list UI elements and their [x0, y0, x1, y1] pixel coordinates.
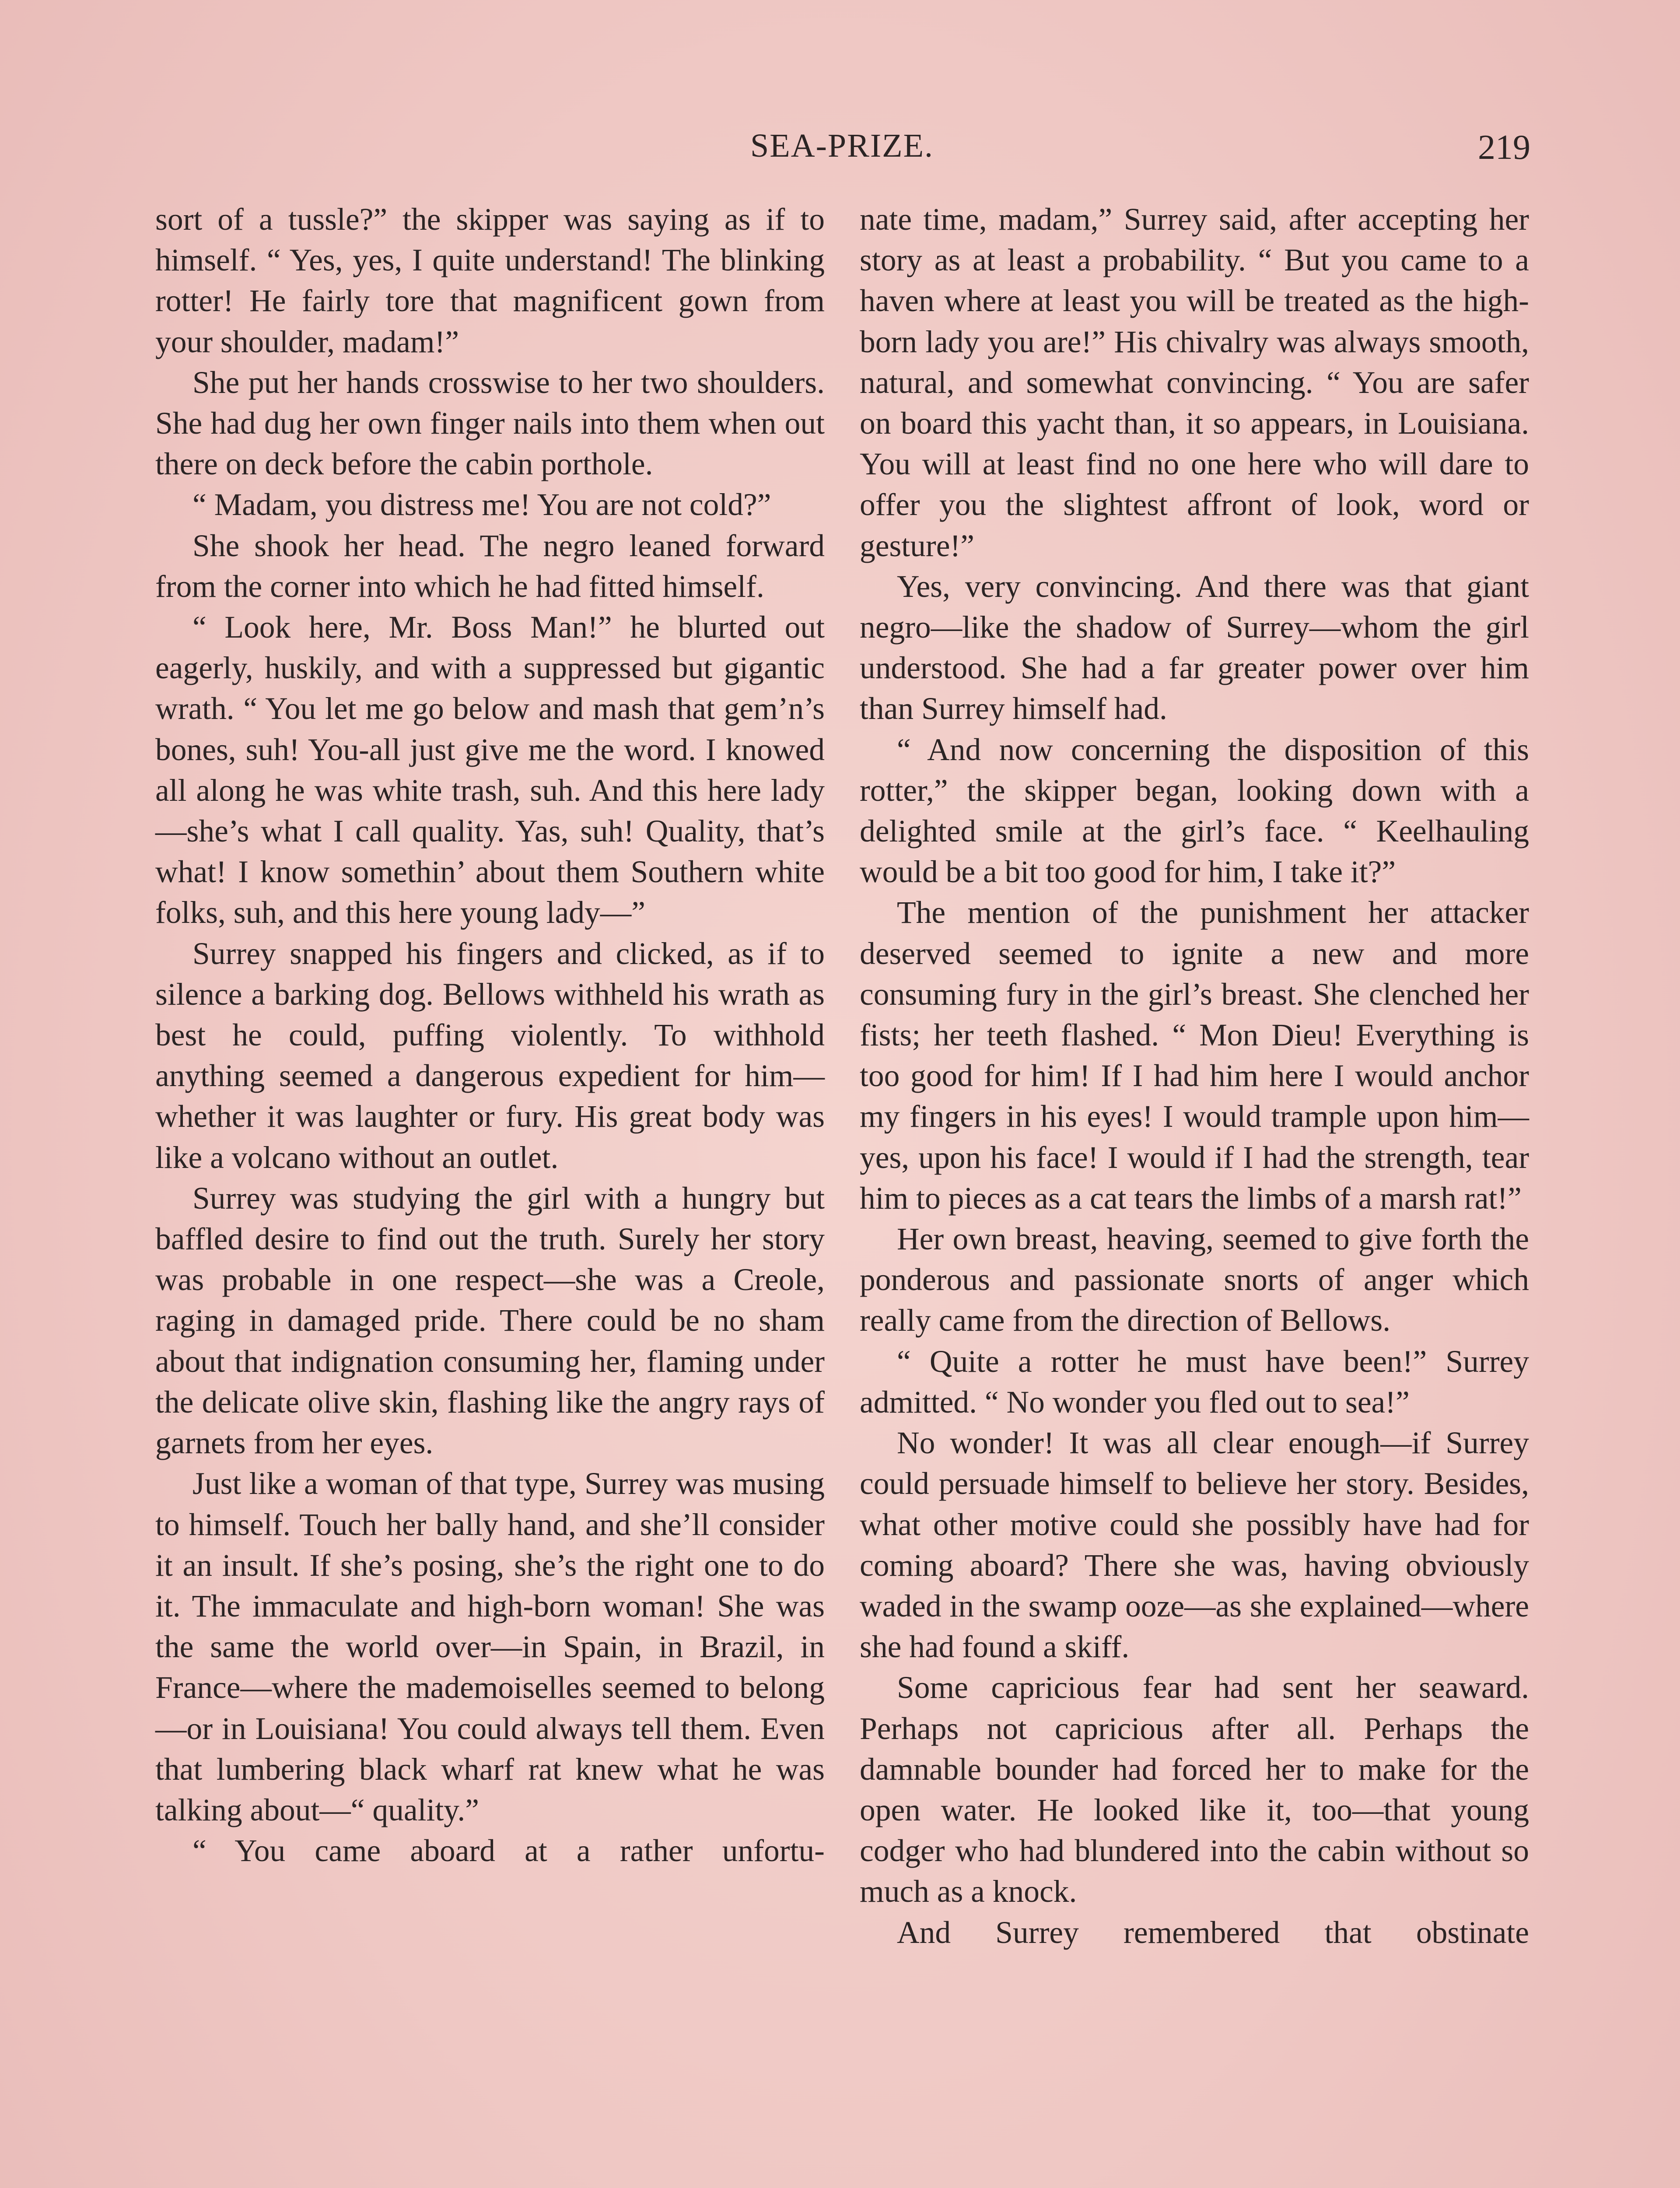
paragraph: Some capricious fear had sent her seaward. Perhaps not capricious after all. Perhaps the damnable bounder had forced her to make for the open water. He looked like it, too—that young codger who had blundered into the cabin without so much as a knock. [860, 1670, 1529, 1909]
paragraph: sort of a tussle?” the skipper was saying as if to himself. “ Yes, yes, I quite understand! The blinking rotter! He fairly tore that magnificent gown from your shoulder, madam!” [155, 202, 825, 359]
paragraph: Surrey was studying the girl with a hungry but baffled desire to find out the truth. Surely her story was probable in one respect—she was a Creole, raging in damaged pride. There could be no sham about that indignation consuming her, flaming under the delicate olive skin, flashing like the angry rays of garnets from her eyes. [155, 1181, 825, 1461]
paragraph: The mention of the punishment her attacker deserved seemed to ignite a new and more consuming fury in the girl’s breast. She clenched her fists; her teeth flashed. “ Mon Dieu! Everything is too good for him! If I had him here I would anchor my fingers in his eyes! I would trample upon him—yes, upon his face! I would if I had the strength, tear him to pieces as a cat tears the limbs of a marsh rat!” [860, 895, 1529, 1216]
paragraph: No wonder! It was all clear enough—if Surrey could persuade himself to believe her story. Besides, what other motive could she possibly have had for coming aboard? There she was, having obviously waded in the swamp ooze—as she explained—where she had found a skiff. [860, 1426, 1529, 1665]
right-column [860, 199, 1529, 1953]
page-header [0, 127, 1680, 179]
paragraph: “ Quite a rotter he must have been!” Surrey admitted. “ No wonder you fled out to sea!” [860, 1344, 1529, 1420]
paragraph: She put her hands crosswise to her two shoulders. She had dug her own finger nails into them when out there on deck before the cabin porthole. [155, 365, 825, 482]
paragraph: nate time, madam,” Surrey said, after accepting her story as at least a probability. “ But you came to a haven where at least you will be treated as the high-born lady you are!” His chivalry was always smooth, natural, and somewhat convincing. “ You are safer on board this yacht than, it so appears, in Louisiana. You will at least find no one here who will dare to offer you the slightest affront of look, word or gesture!” [860, 202, 1529, 563]
paragraph: Just like a woman of that type, Surrey was musing to himself. Touch her bally hand, and she’ll consider it an insult. If she’s posing, she’s the right one to do it. The immaculate and high-born woman! She was the same the world over—in Spain, in Brazil, in France—where the mademoiselles seemed to belong—or in Louisiana! You could always tell them. Even that lumbering black wharf rat knew what he was talking about—“ quality.” [155, 1466, 825, 1827]
page-number: 219 [1478, 128, 1530, 167]
paragraph: And Surrey remembered that obstinate [897, 1915, 1529, 1950]
paragraph: “ Madam, you distress me! You are not cold?” [192, 487, 771, 522]
paragraph: Her own breast, heaving, seemed to give forth the ponderous and passionate snorts of anger which really came from the direction of Bellows. [860, 1222, 1529, 1338]
paragraph: “ Look here, Mr. Boss Man!” he blurted out eagerly, huskily, and with a suppressed but gigantic wrath. “ You let me go below and mash that gem’n’s bones, suh! You-all just give me the word. I knowed all along he was white trash, suh. And this here lady—she’s what I call quality. Yas, suh! Quality, that’s what! I know somethin’ about them Southern white folks, suh, and this here young lady—” [155, 610, 825, 930]
running-title: SEA-PRIZE. [750, 127, 934, 164]
paragraph: “ You came aboard at a rather unfortu- [192, 1834, 825, 1869]
paragraph: She shook her head. The negro leaned forward from the corner into which he had fitted himself. [155, 528, 825, 604]
paragraph: Surrey snapped his fingers and clicked, as if to silence a barking dog. Bellows withheld his wrath as best he could, puffing violently. To withhold anything seemed a dangerous expedient for him—whether it was laughter or fury. His great body was like a volcano without an outlet. [155, 936, 825, 1175]
paragraph: Yes, very convincing. And there was that giant negro—like the shadow of Surrey—whom the girl understood. She had a far greater power over him than Surrey himself had. [860, 569, 1529, 726]
left-column [155, 199, 825, 1871]
paragraph: “ And now concerning the disposition of this rotter,” the skipper began, looking down with a delighted smile at the girl’s face. “ Keelhauling would be a bit too good for him, I take it?” [860, 732, 1529, 890]
